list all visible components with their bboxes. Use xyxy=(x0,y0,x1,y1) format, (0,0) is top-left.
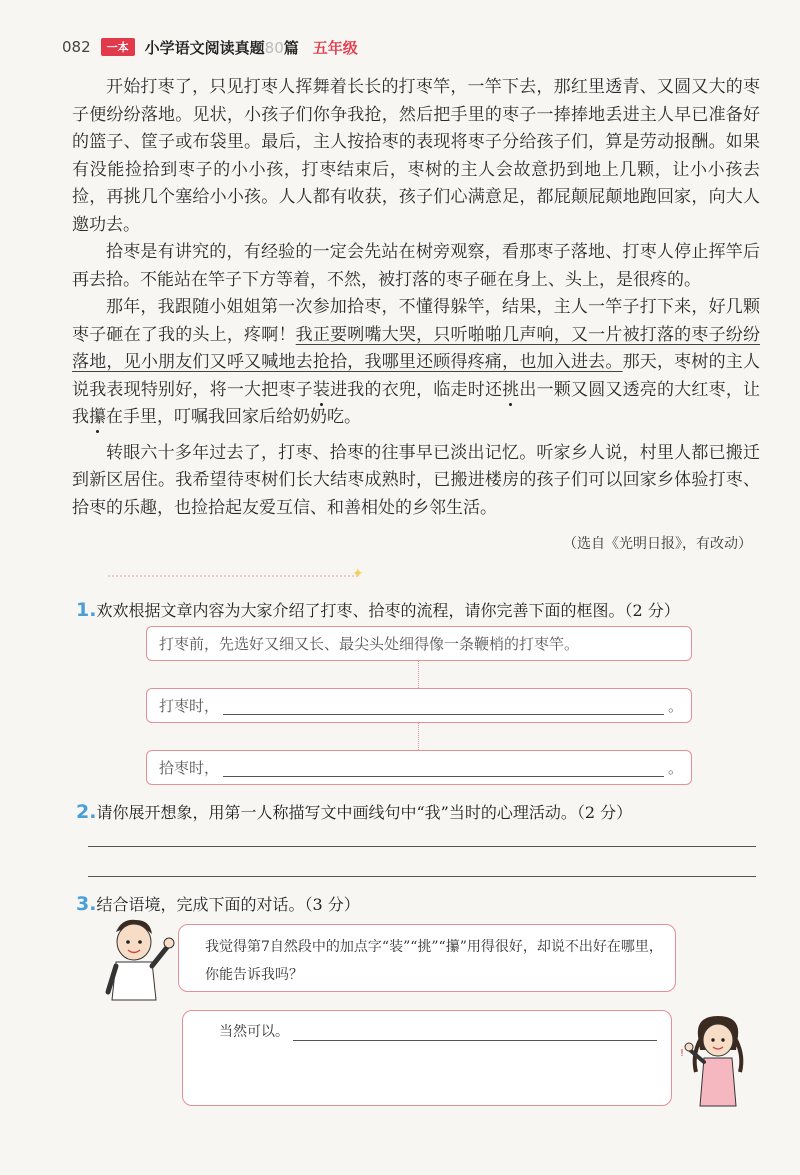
source-citation: （选自《光明日报》，有改动） xyxy=(563,536,752,552)
series-badge: 一本 xyxy=(101,38,135,56)
paragraph-2: 拾枣是有讲究的，有经验的一定会先站在树旁观察，看那枣子落地、打枣人停止挥竿后再去拾。不能站在竿子下方等着，不然，被打落的枣子砸在身上、头上，是很疼的。 xyxy=(72,242,760,290)
grade-label: 五年级 xyxy=(312,38,358,57)
speech-bubble-boy: 我觉得第7自然段中的加点字“装”“挑”“攥”用得很好，却说不出好在哪里，你能告诉我吗？ xyxy=(178,924,676,992)
book-title: 小学语文阅读真题80篇 xyxy=(144,38,299,57)
star-icon: ✦ xyxy=(352,566,364,582)
section-divider xyxy=(108,575,358,577)
answer-line[interactable] xyxy=(88,846,756,847)
flow-box-before: 打枣前，先选好又细又长、最尖头处细得像一条鞭梢的打枣竿。 xyxy=(146,626,692,661)
flow-box-during[interactable]: 打枣时， 。 xyxy=(146,688,692,723)
flow-connector xyxy=(418,723,419,750)
page-header xyxy=(62,36,358,58)
flow-connector xyxy=(418,661,419,688)
paragraph-1: 开始打枣了，只见打枣人挥舞着长长的打枣竿，一竿下去，那红里透青、又圆又大的枣子便纷纷落地。见状，小孩子们你争我抢，然后把手里的枣子一捧捧地丢进主人早已准备好的篮子、筐子或布袋里。最后，主人按拾枣的表现将枣子分给孩子们，算是劳动报酬。如果有没能捡拾到枣子的小小孩，打枣结束后，枣树的主人会故意扔到地上几颗，让小小孩去捡，再挑几个塞给小小孩。人人都有收获，孩子们心满意足，都屁颠屁颠地跑回家，向大人邀功去。 xyxy=(72,77,760,235)
svg-text:!: ! xyxy=(680,1048,685,1059)
answer-line[interactable] xyxy=(88,876,756,877)
bubble-prefix: 当然可以。 xyxy=(219,1024,289,1040)
dotted-char-zuan: 攥 xyxy=(89,407,106,427)
boy-avatar xyxy=(92,916,176,1002)
dotted-char-zhuang: 装 xyxy=(312,379,331,400)
question-3: 3.结合语境，完成下面的对话。（3 分） xyxy=(76,893,360,915)
answer-blank[interactable] xyxy=(293,1040,657,1041)
answer-blank-during[interactable] xyxy=(223,696,664,715)
page-number: 082 xyxy=(62,38,91,56)
flow-box-after[interactable]: 拾枣时， 。 xyxy=(146,750,692,785)
dotted-char-tiao: 挑 xyxy=(502,379,520,400)
paragraph-3: 那年，我跟随小姐姐第一次参加拾枣，不懂得躲竿，结果，主人一竿子打下来，好几颗枣子砸在了我的头上，疼啊！我正要咧嘴大哭，只听啪啪几声响，又一片被打落的枣子纷纷落地，见小朋友们又呼又喊地去抢拾，我哪里还顾得疼痛，也加入进去。那天，枣树的主人说我表现特别好，将一大把枣子装进我的衣兜，临走时还挑出一颗又圆又透亮的大红枣，让我攥在手里，叮嘱我回家后给奶奶吃。 xyxy=(72,297,761,427)
underlined-sentence: 我正要咧嘴大哭，只听啪啪几声响，又一片被打落的枣子纷纷落地，见小朋友们又呼又喊地去抢拾，我哪里还顾得疼痛，也加入进去。 xyxy=(72,324,761,372)
book-count: 80 xyxy=(264,38,284,57)
question-2: 2.请你展开想象，用第一人称描写文中画线句中“我”当时的心理活动。（2 分） xyxy=(76,801,633,823)
speech-bubble-girl[interactable] xyxy=(182,1010,672,1106)
reading-passage xyxy=(72,74,760,522)
girl-avatar xyxy=(678,1010,758,1110)
question-1: 1.欢欢根据文章内容为大家介绍了打枣、拾枣的流程，请你完善下面的框图。（2 分） xyxy=(76,599,680,621)
answer-blank-after[interactable] xyxy=(223,758,664,777)
paragraph-4: 转眼六十多年过去了，打枣、拾枣的往事早已淡出记忆。听家乡人说，村里人都已搬迁到新区居住。我希望待枣树们长大结枣成熟时，已搬进楼房的孩子们可以回家乡体验打枣、拾枣的乐趣，也捡拾起友爱互信、和善相处的乡邻生活。 xyxy=(72,442,760,518)
